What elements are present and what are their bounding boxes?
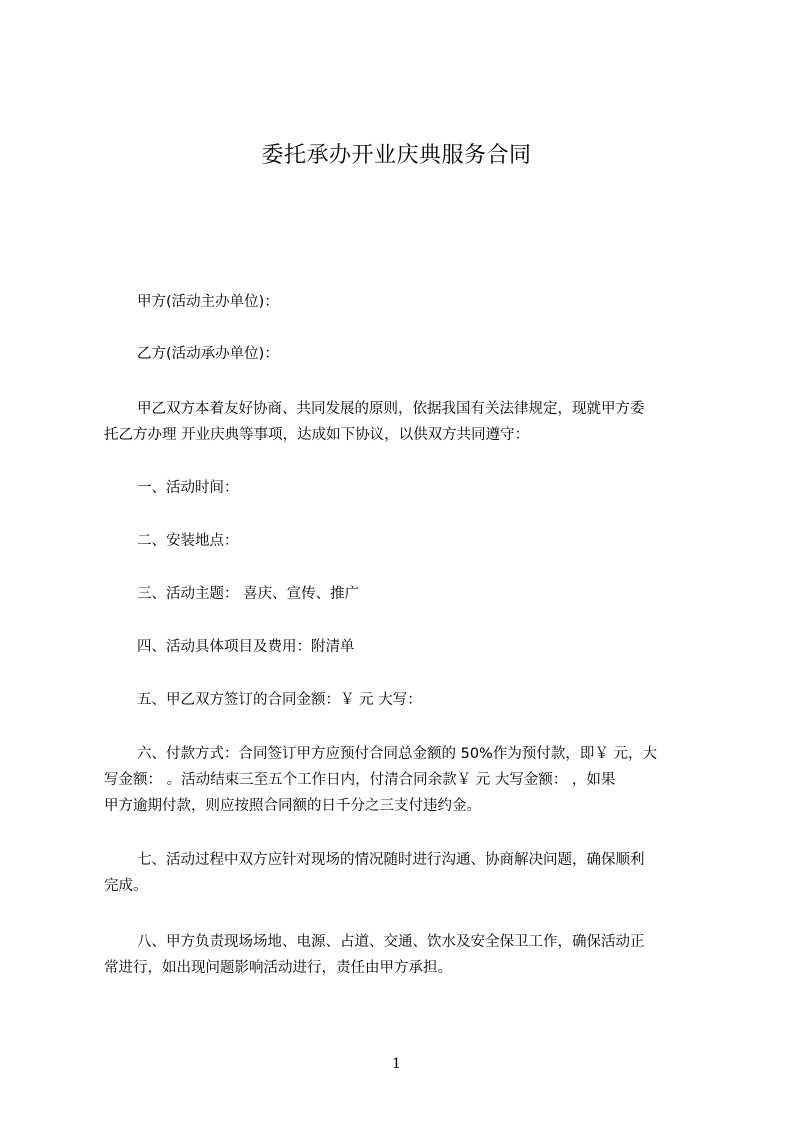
preamble-line-1: 甲乙双方本着友好协商、共同发展的原则，依据我国有关法律规定，现就甲方委 <box>137 401 645 417</box>
clause-8-line-2: 常进行，如出现问题影响活动进行，责任由甲方承担。 <box>104 960 452 976</box>
document-title: 委托承办开业庆典服务合同 <box>261 143 532 168</box>
clause-3-theme: 三、活动主题： 喜庆、宣传、推广 <box>137 586 360 602</box>
clause-7-line-2: 完成。 <box>104 878 148 894</box>
clause-1-time: 一、活动时间： <box>137 480 239 496</box>
clause-6-line-1: 六、付款方式：合同签订甲方应预付合同总金额的 50%作为预付款，即￥ 元，大 <box>137 746 657 762</box>
clause-6-line-2: 写金额： 。活动结束三至五个工作日内，付清合同余款￥ 元 大写金额： ，如果 <box>104 772 616 788</box>
party-b-line: 乙方(活动承办单位)： <box>137 346 279 362</box>
preamble-line-2: 托乙方办理 开业庆典等事项，达成如下协议，以供双方共同遵守： <box>104 427 530 443</box>
clause-8-line-1: 八、甲方负责现场场地、电源、占道、交通、饮水及安全保卫工作，确保活动正 <box>137 934 645 950</box>
clause-2-location: 二、安装地点： <box>137 533 239 549</box>
party-a-line: 甲方(活动主办单位)： <box>137 294 279 310</box>
page-number: 1 <box>392 1056 401 1072</box>
clause-6-line-3: 甲方逾期付款，则应按照合同额的日千分之三支付违约金。 <box>104 798 481 814</box>
clause-7-line-1: 七、活动过程中双方应针对现场的情况随时进行沟通、协商解决问题，确保顺利 <box>137 852 645 868</box>
clause-4-items: 四、活动具体项目及费用：附清单 <box>137 639 355 655</box>
clause-5-amount: 五、甲乙双方签订的合同金额：￥ 元 大写： <box>137 692 422 708</box>
